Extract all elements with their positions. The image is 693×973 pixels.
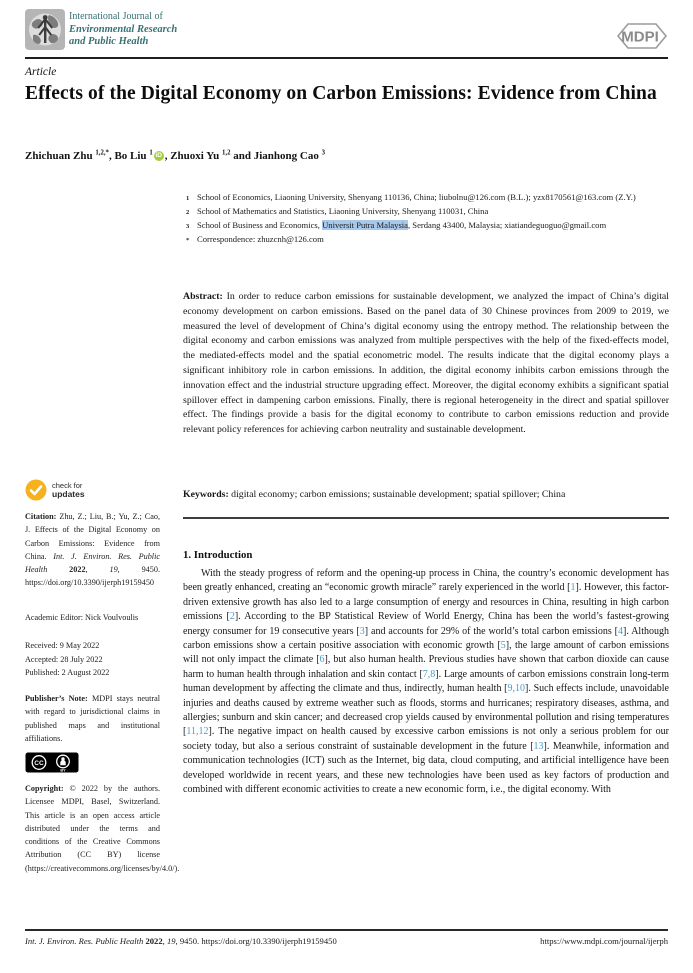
copyright-block: Copyright: © 2022 by the authors. Licensee MDPI, Basel, Switzerland. This article is an open access article distributed under the terms and conditions of the Creative Commons Attribution (CC BY) license (https://creativecommons.org/licenses/by/4.0/). [25, 784, 180, 873]
citation-block: Citation: Zhu, Z.; Liu, B.; Yu, Z.; Cao, J. Effects of the Digital Economy on Carbon Emissions: Evidence from China. Int. J. Environ. Res. Public Health 2022, 19, 9450. https://doi.org/10.3390/ijerph19159450 [25, 512, 160, 588]
affiliation-item [186, 219, 669, 233]
affiliation-marker: 3 [186, 223, 190, 230]
academic-editor: Academic Editor: Nick Voulvoulis [25, 613, 139, 622]
footer-journal-url[interactable]: https://www.mdpi.com/journal/ijerph [540, 936, 668, 946]
affiliation-marker: 2 [186, 209, 190, 216]
cc-by-license-badge[interactable] [25, 752, 160, 777]
journal-name [69, 11, 177, 49]
citation-ref[interactable]: 13 [533, 740, 544, 752]
affiliation-marker: * [186, 237, 190, 244]
check-for-updates-badge[interactable] [25, 479, 160, 501]
footer-citation: Int. J. Environ. Res. Public Health 2022, 19, 9450. https://doi.org/10.3390/ijerph19159450 [25, 936, 337, 946]
affiliation-text: School of Economics, Liaoning University, Shenyang 110136, China; liubolnu@126.com (B.L.); yzx8170561@163.com (Z.Y.) [197, 192, 636, 202]
affiliation-marker: 1 [186, 195, 190, 202]
history-dates [25, 639, 160, 680]
check-circle-icon [25, 479, 47, 501]
affiliation-text: School of Business and Economics, Universit Putra Malaysia, Serdang 43400, Malaysia; xiatiandeguoguo@gmail.com [197, 220, 607, 230]
footer-rule [25, 929, 668, 931]
citation-ref[interactable]: 4 [618, 625, 623, 637]
affiliation-text: Correspondence: zhuzcnh@126.com [197, 234, 324, 244]
journal-name-line1: International Journal of [69, 11, 163, 22]
journal-name-line2: Environmental Research [69, 23, 178, 35]
authors-line: Zhichuan Zhu $^{1,2,*}$, Bo Liu $^1$ iD , Zhuoxi Yu $^{1,2}$ and Jianhong Cao $^3$ [25, 149, 326, 162]
mdpi-hexagon-icon [608, 20, 672, 52]
received-date: Received: 9 May 2022 [25, 641, 100, 650]
article-type-label: Article [25, 66, 57, 78]
highlighted-text: Universit Putra Malaysia [322, 220, 408, 230]
citation-ref[interactable]: 3 [359, 625, 365, 637]
citation-ref[interactable]: 5 [500, 640, 506, 652]
keywords-rule [183, 517, 669, 519]
journal-name-line3: and Public Health [69, 36, 149, 47]
page-title: Effects of the Digital Economy on Carbon Emissions: Evidence from China [25, 83, 657, 104]
citation-ref[interactable]: 6 [319, 654, 325, 666]
check-badge-line2: updates [52, 489, 85, 499]
orcid-icon[interactable]: iD [155, 152, 162, 159]
affiliation-item [186, 233, 669, 247]
affiliation-item [186, 191, 669, 205]
citation-ref[interactable]: 7,8 [422, 668, 436, 680]
mdpi-logo-text: MDPI [621, 28, 659, 46]
section-heading-introduction: 1. Introduction [183, 549, 253, 561]
cc-by-icon [25, 752, 79, 773]
header-rule [25, 57, 668, 59]
by-text: BY [60, 768, 66, 773]
cc-text: CC [34, 760, 44, 767]
globe-icon [25, 9, 65, 50]
affiliation-list [183, 191, 669, 247]
mdpi-logo[interactable] [608, 20, 672, 57]
keywords: Keywords: digital economy; carbon emissions; sustainable development; spatial spillover; China [183, 489, 566, 500]
published-date: Published: 2 August 2022 [25, 668, 110, 677]
citation-ref[interactable]: 1 [570, 582, 576, 594]
citation-ref[interactable]: 9,10 [507, 683, 526, 695]
citation-ref[interactable]: 2 [229, 611, 235, 623]
check-badge-text [52, 482, 85, 499]
publishers-note: Publisher’s Note: MDPI stays neutral with regard to jurisdictional claims in published maps and institutional affiliations. [25, 694, 160, 743]
affiliation-item [186, 205, 669, 219]
journal-logo [25, 9, 65, 55]
check-badge-line1: check for [52, 480, 83, 490]
citation-ref[interactable]: 11,12 [186, 726, 209, 738]
abstract: Abstract: In order to reduce carbon emissions for sustainable development, we analyzed the impact of China’s digital economy development on carbon emissions. Based on the panel data of 30 Chinese provinces from 2009 to 2019, we measured the level of development of China’s digital economy using the entropy method. The relationship between the digital economy and carbon emissions was analyzed from multiple perspectives with the help of the fixed-effects model, the mediated-effects model and the spatial econometric model. The results indicate that the digital economy plays a significant inhibitory role in carbon emissions. In addition, the digital economy inhibits carbon emissions through the innovation effect and the industrial structure upgrading effect. Moreover, the digital economy exhibits a significant spatial spillover effect in dampening carbon emissions. Finally, there is regional heterogeneity in the direct and spatial spillover effect. The findings provide a basis for the digital economy to contribute to carbon emissions reduction and provide relevant policy references for achieving carbon neutrality and sustainable development. [183, 291, 669, 436]
accepted-date: Accepted: 28 July 2022 [25, 654, 103, 664]
introduction-paragraph: With the steady progress of reform and the opening-up process in China, the country’s economic development has been greatly enhanced, creating an “economic growth miracle” rarely experienced in the world [1]. However, this factor-driven extensive growth has also led to a large consumption of energy and resources in China, resulting in high carbon emissions [2]. According to the BP Statistical Review of World Energy, China has been the world’s fastest-growing energy consumer for 19 consecutive years [3] and accounts for 29% of the world’s total carbon emissions [4]. Although carbon emissions show a certain positive association with economic growth [5], the large amount of carbon emissions will not only impact the climate [6], but also human health. Previous studies have shown that carbon dioxide can cause harm to human health through inhalation and skin contact [7,8]. Large amounts of carbon emissions constrain long-term human development by affecting the climate and thus, indirectly, human health [9,10]. Such effects include, unavoidable injuries and deaths caused by extreme weather such as floods, storms and hurricanes; respiratory diseases, asthma, and allergies; sunburn and skin cancer; and decreased crop yields caused by environmental pollution and rising temperatures [11,12]. The negative impact on health caused by excessive carbon emissions is not only a serious problem for our society today, but also a serious constraint of sustainable development in the future [13]. Meanwhile, information and communication technologies (ICT) such as the Internet, big data, cloud computing, and artificial intelligence have been developed worldwide in recent years, and these new technologies have been used as key factors of production and combined with different economic activities to create a new economic form, i.e., the digital economy. With [183, 568, 669, 796]
affiliation-text: School of Mathematics and Statistics, Liaoning University, Shenyang 110031, China [197, 206, 489, 216]
